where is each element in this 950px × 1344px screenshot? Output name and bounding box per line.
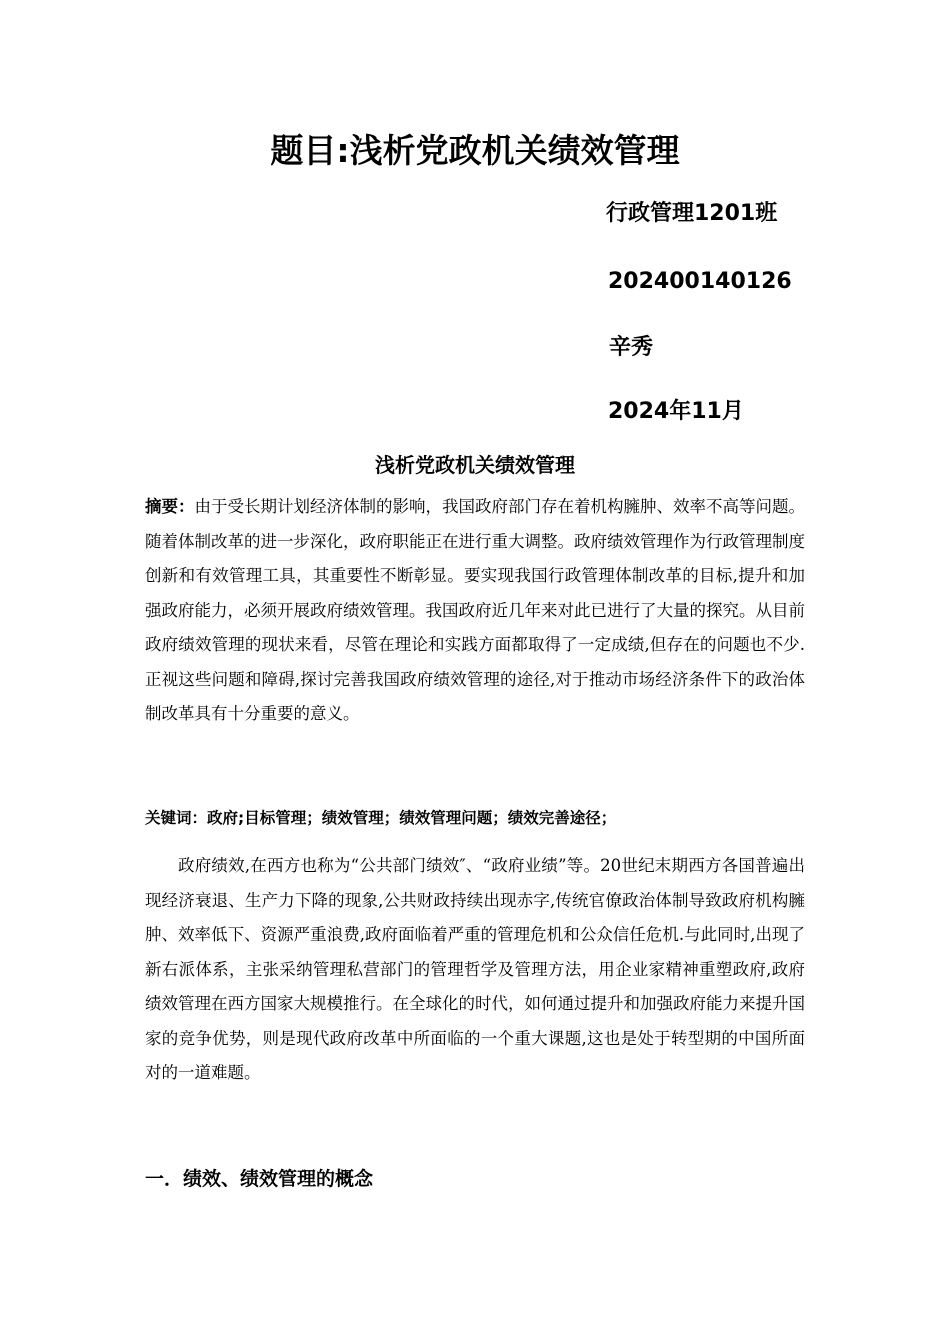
abstract-label: 摘要： (145, 497, 195, 516)
author-student-id: 202400140126 (608, 269, 792, 294)
body-paragraph: 政府绩效,在西方也称为“公共部门绩效″、“政府业绩”等。20世纪末期西方各国普遍出现经济衰退、生产力下降的现象,公共财政持续出现赤字,传统官僚政治体制导致政府机构臃肿、效率低下、资源严重浪费,政府面临着严重的管理危机和公众信任危机.与此同时,出现了新右派体系，主张采纳管理私营部门的管理哲学及管理方法，用企业家精神重塑政府,政府绩效管理在西方国家大规模推行。在全球化的时代，如何通过提升和加强政府能力来提升国家的竞争优势，则是现代政府改革中所面临的一个重大课题,这也是处于转型期的中国所面对的一道难题。 (145, 856, 805, 1082)
document-subtitle: 浅析党政机关绩效管理 (375, 453, 575, 477)
abstract-paragraph (145, 490, 805, 732)
document-title: 题目:浅析党政机关绩效管理 (270, 131, 680, 170)
author-name: 辛秀 (609, 335, 654, 360)
section-heading: 一．绩效、绩效管理的概念 (145, 1168, 374, 1190)
author-class: 行政管理1201班 (606, 201, 778, 226)
document-date: 2024年11月 (608, 399, 744, 424)
abstract-text: 由于受长期计划经济体制的影响，我国政府部门存在着机构臃肿、效率不高等问题。随着体制改革的进一步深化，政府职能正在进行重大调整。政府绩效管理作为行政管理制度创新和有效管理工具，其重要性不断彰显。要实现我国行政管理体制改革的目标,提升和加强政府能力，必须开展政府绩效管理。我国政府近几年来对此已进行了大量的探究。从目前政府绩效管理的现状来看，尽管在理论和实践方面都取得了一定成绩,但存在的问题也不少.正视这些问题和障碍,探讨完善我国政府绩效管理的途径,对于推动市场经济条件下的政治体制改革具有十分重要的意义。 (145, 497, 805, 723)
keywords-line: 关键词：政府;目标管理；绩效管理；绩效管理问题；绩效完善途径； (145, 809, 617, 827)
